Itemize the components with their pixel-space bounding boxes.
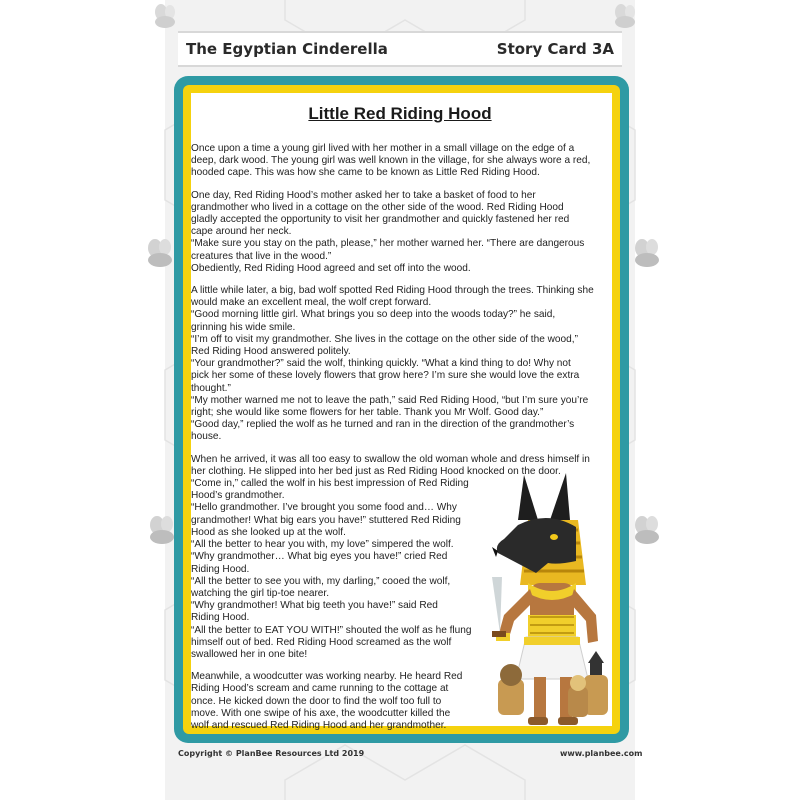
anubis-illustration — [478, 465, 618, 735]
story-line: gladly accepted the opportunity to visit her grandmother and quickly fastened her red — [191, 214, 570, 226]
story-line: “All the better to EAT YOU WITH!” shouted the wolf as he flung — [191, 624, 472, 636]
story-line: thought.” — [191, 382, 231, 394]
story-line: hooded cape. This was how she came to be known as Little Red Riding Hood. — [191, 167, 540, 179]
story-line: “Your grandmother?” said the wolf, thinking quickly. “What a kind thing to do! Why not — [191, 358, 571, 370]
story-line: grinning his wide smile. — [191, 321, 296, 333]
story-line: watching the girl tip-toe nearer. — [191, 587, 330, 599]
story-line: “All the better to hear you with, my love” simpered the wolf. — [191, 539, 454, 551]
worksheet-title: The Egyptian Cinderella — [186, 40, 388, 58]
story-line: grandmother! What big ears you have!” stuttered Red Riding — [191, 514, 461, 526]
story-line: cape around her neck. — [191, 226, 292, 238]
copyright-notice: Copyright © PlanBee Resources Ltd 2019 — [178, 749, 365, 758]
story-line: swallowed her in one bite! — [191, 648, 308, 660]
story-line: “I’m off to visit my grandmother. She lives in the cottage on the other side of the wood,” — [191, 333, 578, 345]
story-line: grandmother who lived in a cottage on the other side of the wood. Red Riding Hood — [191, 201, 564, 213]
story-line: “Come in,” called the wolf in his best impression of Red Riding — [191, 478, 469, 490]
story-card-label: Story Card 3A — [496, 40, 614, 58]
worksheet-header — [178, 31, 622, 67]
story-line: “Good morning little girl. What brings you so deep into the woods today?” he said, — [191, 309, 556, 321]
story-line: Obediently, Red Riding Hood agreed and set off into the wood. — [191, 262, 471, 274]
story-line: Riding Hood. — [191, 563, 250, 575]
story-line: “My mother warned me not to leave the path,” said Red Riding Hood, “but I’m sure you’re — [191, 394, 589, 406]
story-line: One day, Red Riding Hood’s mother asked her to take a basket of food to her — [191, 189, 536, 201]
story-line: house. — [191, 431, 222, 443]
story-line: Meanwhile, a woodcutter was working nearby. He heard Red — [191, 671, 463, 683]
bee-icon — [630, 238, 664, 270]
story-paragraph — [191, 190, 611, 275]
story-line: move. With one swipe of his axe, the woodcutter killed the — [191, 707, 451, 719]
bee-icon — [143, 238, 177, 270]
bee-icon — [630, 515, 664, 547]
story-line: “Hello grandmother. I’ve brought you some food and… Why — [191, 502, 457, 514]
story-line: would make an excellent meal, the wolf crept forward. — [191, 297, 432, 309]
story-line: her clothing. He slipped into her bed just as Red Riding Hood knocked on the door. — [191, 465, 561, 477]
story-title: Little Red Riding Hood — [308, 104, 492, 123]
story-line: Hood as she looked up at the wolf. — [191, 526, 346, 538]
story-line: Once upon a time a young girl lived with her mother in a small village on the edge of a — [191, 143, 575, 154]
story-line: pick her some of these lovely flowers that grow here? I’m sure she would love the extra — [191, 370, 580, 382]
story-line: right; she would like some flowers for her table. Thank you Mr Wolf. Good day.” — [191, 407, 544, 419]
story-line: creatures that live in the wood.” — [191, 250, 332, 262]
website-link[interactable]: www.planbee.com — [560, 749, 643, 758]
story-line: once. He kicked down the door to find the wolf too full to — [191, 695, 442, 707]
story-paragraph — [191, 143, 611, 180]
story-line: deep, dark wood. The young girl was well known in the village, for she always wore a red, — [191, 155, 591, 167]
story-line: Red Riding Hood answered politely. — [191, 346, 351, 358]
story-line: Riding Hood’s scream and came running to the cottage at — [191, 683, 449, 695]
story-line: “Make sure you stay on the path, please,” her mother warned her. “There are dangerous — [191, 238, 585, 250]
story-line: wolf and rescued Red Riding Hood and her grandmother. — [191, 719, 447, 731]
story-paragraph — [191, 285, 611, 444]
story-line: Hood’s grandmother. — [191, 490, 285, 502]
story-line: When he arrived, it was all too easy to swallow the old woman whole and dress himself in — [191, 453, 590, 465]
story-line: “Why grandmother… What big eyes you have!” cried Red — [191, 551, 448, 563]
story-line: “Good day,” replied the wolf as he turned and ran in the direction of the grandmother’s — [191, 419, 575, 431]
story-line: A little while later, a big, bad wolf spotted Red Riding Hood through the trees. Thinking she — [191, 285, 594, 297]
story-line: “All the better to see you with, my darling,” cooed the wolf, — [191, 575, 451, 587]
bee-icon — [150, 4, 180, 30]
bee-icon — [610, 4, 640, 30]
story-line: Riding Hood. — [191, 612, 250, 624]
story-line: himself out of bed. Red Riding Hood screamed as the wolf — [191, 636, 452, 648]
story-line: “Why grandmother! What big teeth you have!” said Red — [191, 600, 438, 612]
